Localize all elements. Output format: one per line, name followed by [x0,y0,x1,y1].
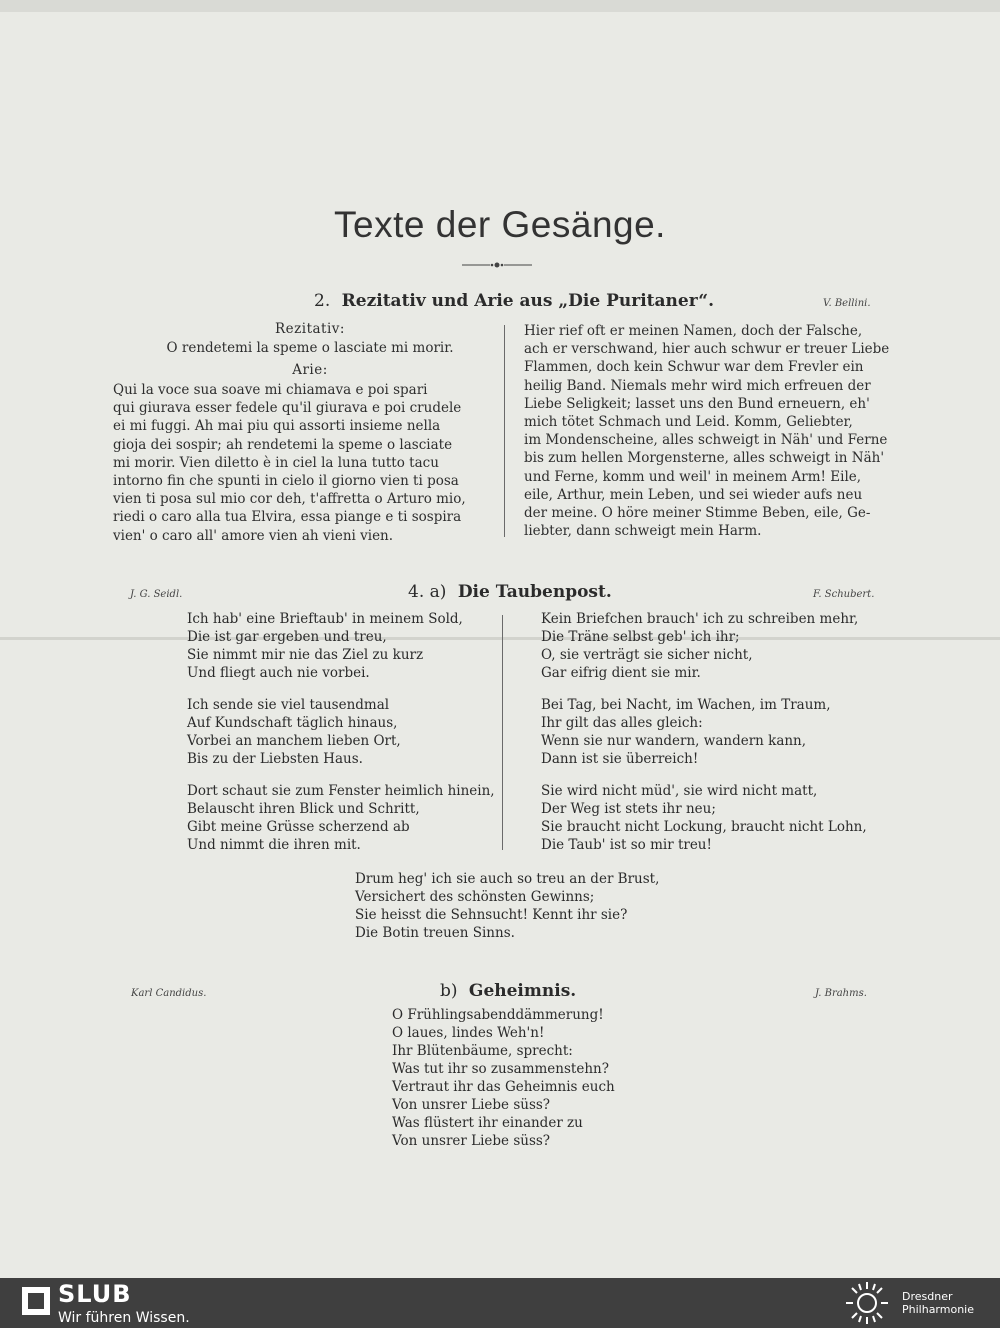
verse-line: Ich sende sie viel tausendmal [187,697,390,713]
verse-line: Ich hab' eine Brieftaub' in meinem Sold, [187,611,463,627]
verse-line: Die Taub' ist so mir treu! [541,837,712,853]
text-line: Hier rief oft er meinen Namen, doch der Falsche, [524,323,863,339]
song3-poet: Karl Candidus. [131,988,207,999]
verse-line: Bis zu der Liebsten Haus. [187,751,363,767]
aria-label: Arie: [292,362,328,378]
verse-line: Was tut ihr so zusammenstehn? [392,1061,609,1077]
song3-number: b) [440,981,458,1001]
text-line: und Ferne, komm und weil' in meinem Arm! Eile, [524,468,862,485]
verse-line: Kein Briefchen brauch' ich zu schreiben mehr, [541,611,859,627]
song2-heading [408,582,612,602]
verse-line: Sie nimmt mir nie das Ziel zu kurz [187,647,424,663]
verse-line: Und fliegt auch nie vorbei. [187,665,370,681]
verse-line: Die Botin treuen Sinns. [355,925,515,941]
verse-line: Von unsrer Liebe süss? [392,1097,551,1113]
verse-line: O, sie verträgt sie sicher nicht, [541,647,753,663]
verse-line: Von unsrer Liebe süss? [392,1133,551,1149]
text-line: qui giurava esser fedele qu'il giurava e poi crudele [113,400,462,417]
verse-line: Dort schaut sie zum Fenster heimlich hinein, [187,783,495,799]
dresdner-philharmonie-logo-icon[interactable] [840,1280,894,1326]
stanza [541,610,867,682]
taubenpost-final-stanza [355,870,659,942]
stanza [541,782,867,854]
text-line: vien' o caro all' amore vien ah vieni vien. [113,527,394,544]
verse-line: Drum heg' ich sie auch so treu an der Brust, [355,871,660,887]
song3-title: Geheimnis. [468,981,577,1001]
verse-line: Gibt meine Grüsse scherzend ab [187,819,410,835]
song3-composer: J. Brahms. [815,988,867,999]
text-line: riedi o caro alla tua Elvira, essa piange e ti sospira [113,509,462,526]
text-line: mi morir. Vien diletto è in ciel la luna tutto tacu [113,454,439,471]
verse-line: Und nimmt die ihren mit. [187,837,361,853]
text-line: Flammen, doch kein Schwur war dem Frevler ein [524,359,864,376]
song1-composer: V. Bellini. [823,298,871,309]
verse-line: Gar eifrig dient sie mir. [541,665,701,681]
partner-name-line2: Philharmonie [902,1303,974,1316]
verse-line: Vorbei an manchem lieben Ort, [187,733,401,749]
text-line: der meine. O höre meiner Stimme Beben, eile, Ge- [524,505,871,522]
recit-label: Rezitativ: [275,321,345,337]
geheimnis-text [392,1006,615,1150]
stanza [187,696,495,768]
verse-line: Wenn sie nur wandern, wandern kann, [541,733,807,749]
aria-text [113,381,466,545]
song3-heading [440,981,576,1001]
text-line: Liebe Seligkeit; lasset uns den Bund erneuern, eh' [524,395,870,412]
text-line: intorno fin che spunti in cielo il giorno vien ti posa [113,473,459,490]
taubenpost-left-column [187,610,495,854]
verse-line: O laues, lindes Weh'n! [392,1025,545,1041]
verse-line: Bei Tag, bei Nacht, im Wachen, im Traum, [541,697,831,713]
text-line: eile, Arthur, mein Leben, und sei wieder aufs neu [524,486,863,503]
song2-title: Die Taubenpost. [457,582,612,602]
verse-line: Was flüstert ihr einander zu [392,1115,583,1131]
verse-line: Sie wird nicht müd', sie wird nicht matt, [541,783,818,799]
partner-name-line1: Dresdner [902,1290,953,1303]
text-line: mich tötet Schmach und Leid. Komm, Geliebter, [524,414,853,431]
verse-line: Ihr gilt das alles gleich: [541,715,703,731]
text-line: im Mondenscheine, alles schweigt in Näh' und Ferne [524,432,888,449]
song2-composer: F. Schubert. [813,589,875,600]
verse-line: Sie braucht nicht Lockung, braucht nicht Lohn, [541,819,867,835]
german-translation [524,322,889,540]
stanza [541,696,867,768]
slub-tagline: Wir führen Wissen. [58,1310,190,1326]
song2-poet: J. G. Seidl. [130,589,183,600]
page-title: Texte der Gesänge. [334,204,666,245]
recit-text: O rendetemi la speme o lasciate mi morir. [166,340,454,356]
stanza [187,610,495,682]
song1-number: 2. [314,291,331,311]
verse-line: Ihr Blütenbäume, sprecht: [392,1043,573,1059]
column-divider [504,325,505,537]
text-line: vien ti posa sul mio cor deh, t'affretta o Arturo mio, [113,491,466,508]
slub-logo-icon[interactable] [22,1287,50,1315]
stanza [187,782,495,854]
slub-name[interactable]: SLUB [58,1280,132,1308]
verse-line: Vertraut ihr das Geheimnis euch [392,1079,615,1095]
verse-line: Der Weg ist stets ihr neu; [541,801,716,817]
taubenpost-right-column [541,610,867,854]
column-divider [502,615,503,850]
verse-line: O Frühlingsabenddämmerung! [392,1007,604,1023]
song1-heading [314,291,714,311]
text-line: ach er verschwand, hier auch schwur er treuer Liebe [524,341,890,358]
text-line: ei mi fuggi. Ah mai piu qui assorti insieme nella [113,418,441,435]
verse-line: Die Träne selbst geb' ich ihr; [541,629,740,645]
song1-title: Rezitativ und Arie aus „Die Puritaner“. [341,291,714,311]
verse-line: Versichert des schönsten Gewinns; [355,889,595,905]
song2-number: 4. a) [408,582,447,602]
title-ornament [462,262,532,268]
page-edge [0,0,1000,12]
text-line: bis zum hellen Morgensterne, alles schweigt in Näh' [524,450,885,467]
text-line: gioja dei sospir; ah rendetemi la speme o lasciate [113,436,453,453]
text-line: Qui la voce sua soave mi chiamava e poi spari [113,382,428,398]
verse-line: Die ist gar ergeben und treu, [187,629,387,645]
verse-line: Belauscht ihren Blick und Schritt, [187,801,420,817]
verse-line: Auf Kundschaft täglich hinaus, [187,715,398,731]
partner-name [902,1290,974,1316]
text-line: liebter, dann schweigt mein Harm. [524,523,762,540]
verse-line: Sie heisst die Sehnsucht! Kennt ihr sie? [355,907,628,923]
text-line: heilig Band. Niemals mehr wird mich erfreuen der [524,377,871,394]
verse-line: Dann ist sie überreich! [541,751,699,767]
